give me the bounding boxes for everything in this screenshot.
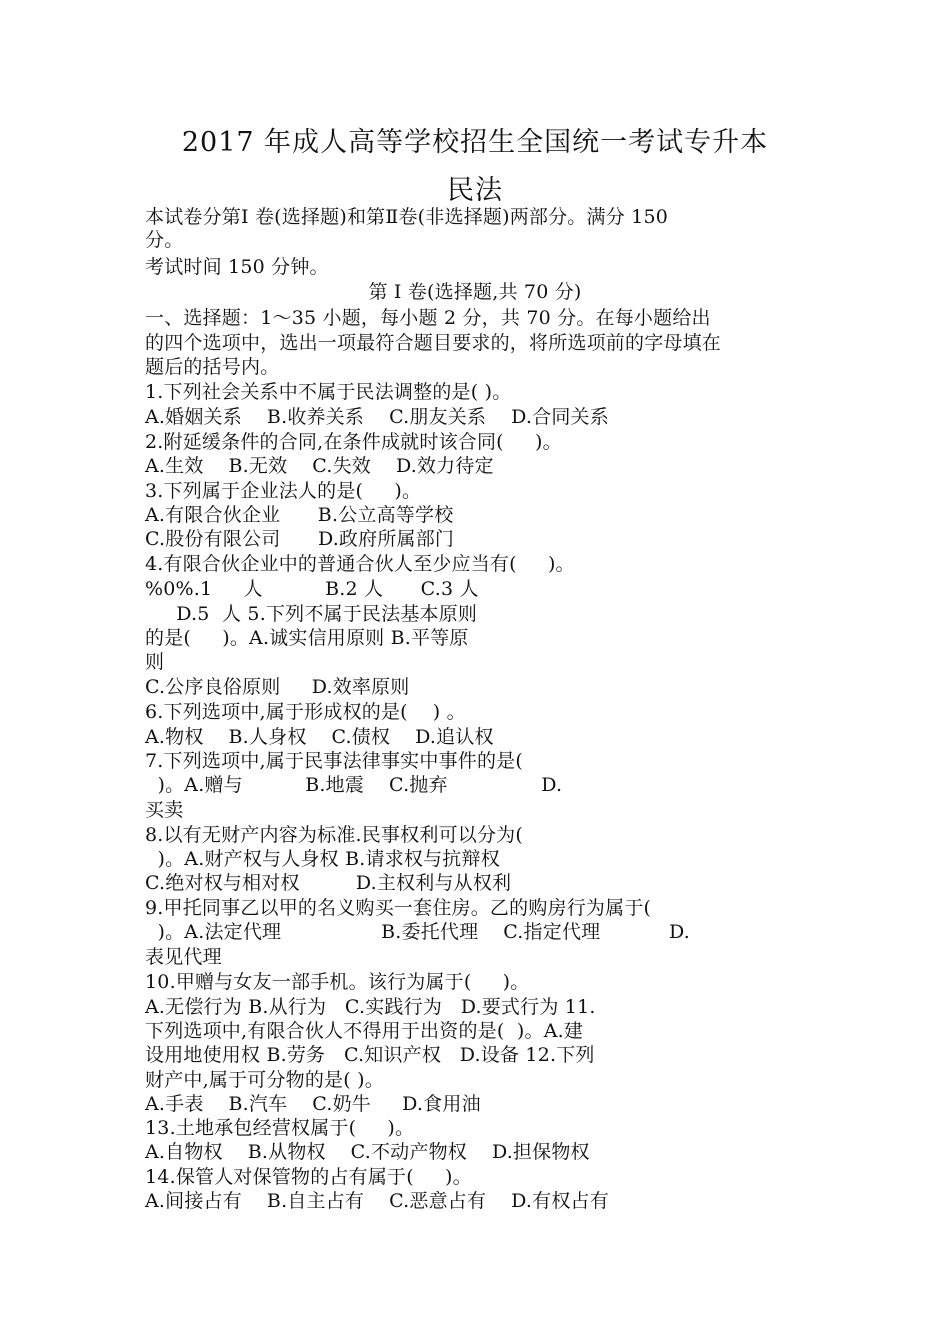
options-line: A.手表 B.汽车 C.奶牛 D.食用油 <box>145 1093 481 1115</box>
options-line: %0%.1 人 B.2 人 C.3 人 <box>145 578 479 600</box>
options-line: A.无偿行为 B.从行为 C.实践行为 D.要式行为 11. <box>145 996 596 1018</box>
question-line: 6.下列选项中,属于形成权的是( ) 。 <box>145 701 466 723</box>
question-line: 14.保管人对保管物的占有属于( )。 <box>145 1166 472 1188</box>
question-line: 9.甲托同事乙以甲的名义购买一套住房。乙的购房行为属于( <box>145 897 652 919</box>
text-line: 表见代理 <box>145 946 222 968</box>
options-line: C.绝对权与相对权 D.主权利与从权利 <box>145 872 512 894</box>
document-title: 2017 年成人高等学校招生全国统一考试专升本 <box>181 127 769 158</box>
text-line: 一、选择题：1～35 小题，每小题 2 分，共 70 分。在每小题给出 <box>145 307 711 329</box>
question-line: 4.有限合伙企业中的普通合伙人至少应当有( )。 <box>145 553 575 575</box>
question-line: 2.附延缓条件的合同,在条件成就时该合同( )。 <box>145 431 562 453</box>
question-line: 10.甲赠与女友一部手机。该行为属于( )。 <box>145 971 530 993</box>
question-line: 8.以有无财产内容为标准.民事权利可以分为( <box>145 824 523 846</box>
options-line: )。A.法定代理 B.委托代理 C.指定代理 D. <box>145 921 690 943</box>
text-line: 买卖 <box>145 799 184 821</box>
question-line: 3.下列属于企业法人的是( )。 <box>145 480 422 502</box>
question-line: 财产中,属于可分物的是( )。 <box>145 1069 384 1091</box>
question-line: 下列选项中,有限合伙人不得用于出资的是( )。A.建 <box>145 1020 584 1042</box>
text-line: 则 <box>145 651 165 673</box>
question-line: 的是( )。A.诚实信用原则 B.平等原 <box>145 627 469 649</box>
text-line: 分。 <box>145 229 184 251</box>
options-line: A.自物权 B.从物权 C.不动产物权 D.担保物权 <box>145 1141 590 1163</box>
document-subtitle: 民法 <box>447 175 503 206</box>
options-line: )。A.财产权与人身权 B.请求权与抗辩权 <box>145 848 500 870</box>
options-line: A.有限合伙企业 B.公立高等学校 <box>145 504 454 526</box>
question-line: 7.下列选项中,属于民事法律事实中事件的是( <box>145 750 523 772</box>
question-line: 13.土地承包经营权属于( )。 <box>145 1117 415 1139</box>
text-line: 考试时间 150 分钟。 <box>145 256 329 278</box>
options-line: A.物权 B.人身权 C.债权 D.追认权 <box>145 726 494 748</box>
question-line: 1.下列社会关系中不属于民法调整的是( )。 <box>145 381 512 403</box>
options-line: 设用地使用权 B.劳务 C.知识产权 D.设备 12.下列 <box>145 1044 595 1066</box>
text-line: 的四个选项中，选出一项最符合题目要求的，将所选项前的字母填在 <box>145 332 722 354</box>
text-line: 本试卷分第Ⅰ 卷(选择题)和第Ⅱ卷(非选择题)两部分。满分 150 <box>145 206 669 228</box>
options-line: A.婚姻关系 B.收养关系 C.朋友关系 D.合同关系 <box>145 406 609 428</box>
section-heading: 第 Ⅰ 卷(选择题,共 70 分) <box>368 281 582 303</box>
text-line: 题后的括号内。 <box>145 356 280 378</box>
options-line: C.股份有限公司 D.政府所属部门 <box>145 528 455 550</box>
options-line: A.间接占有 B.自主占有 C.恶意占有 D.有权占有 <box>145 1190 609 1212</box>
options-line: D.5 人 5.下列不属于民法基本原则 <box>145 603 478 625</box>
options-line: C.公序良俗原则 D.效率原则 <box>145 676 410 698</box>
options-line: A.生效 B.无效 C.失效 D.效力待定 <box>145 455 494 477</box>
options-line: )。A.赠与 B.地震 C.抛弃 D. <box>145 774 563 796</box>
